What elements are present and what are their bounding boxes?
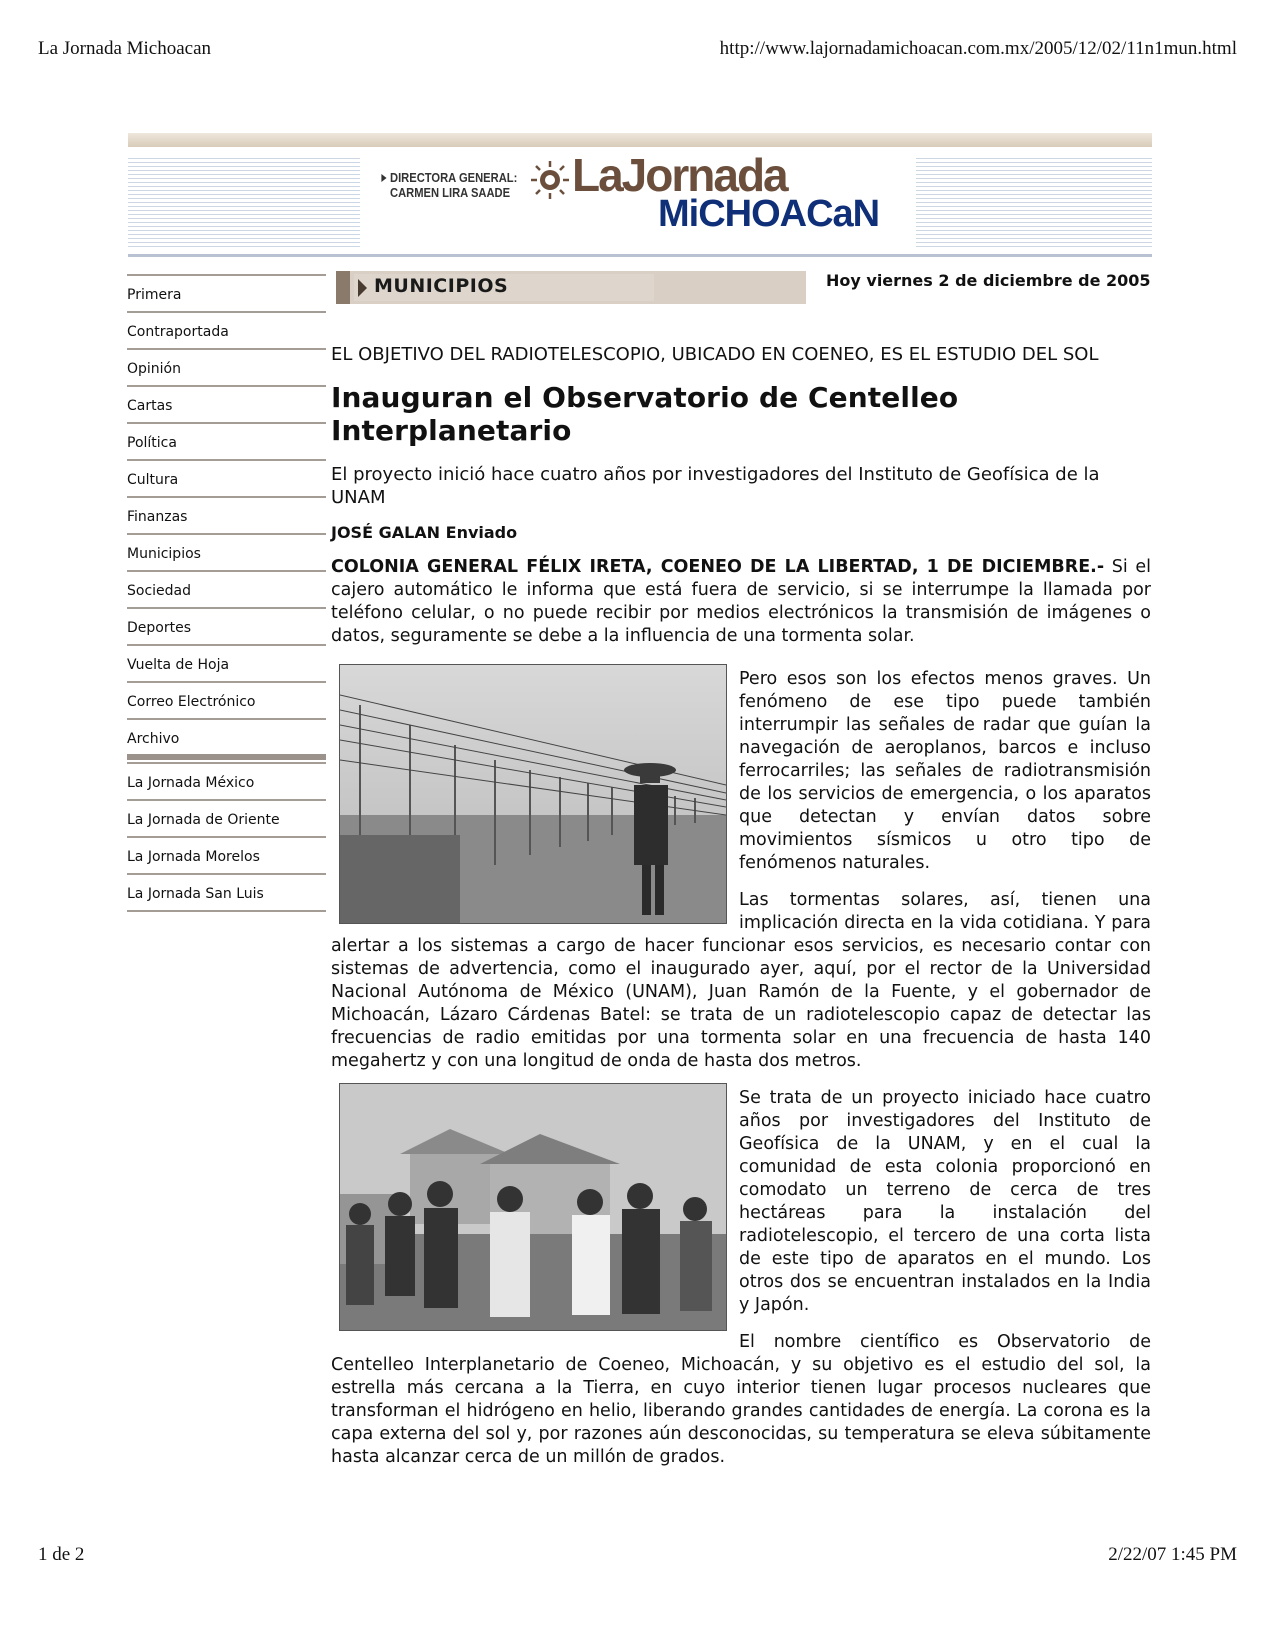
sidebar-item-cartas[interactable] [127,385,326,422]
article-paragraph-1 [331,556,1151,648]
sidebar-item-label: Cultura [127,472,179,488]
sidebar-item-label: La Jornada de Oriente [127,812,280,828]
sidebar-item-label: Primera [127,287,182,303]
sun-logo-icon [529,159,571,201]
directora-line2: CARMEN LIRA SAADE [390,185,511,200]
directora-credit [390,170,517,200]
article-paragraph-1-text: Si el cajero automático le informa que está fuera de servicio, si se interrumpe la llamada por teléfono celular, o no puede recibir por medios electrónicos la transmisión de imágenes o datos, seguramente se debe a la influencia de una tormenta solar. [331,557,1151,646]
sidebar-item-correo-electronico[interactable] [127,681,326,718]
print-header-url: http://www.lajornadamichoacan.com.mx/2005/12/02/11n1mun.html [719,38,1237,59]
directora-arrow-icon [381,174,386,182]
masthead-stripes-left [128,158,360,250]
masthead-top-bar [128,133,1152,147]
sidebar-item-la-jornada-san-luis[interactable] [127,873,326,910]
sidebar-item-politica[interactable] [127,422,326,459]
print-header-title: La Jornada Michoacan [38,38,212,59]
photo-inauguration-group [339,1083,727,1331]
article [331,344,1151,1469]
print-footer-datetime: 2/22/07 1:45 PM [1108,1544,1237,1565]
radiotelescope-photo-image [340,665,726,923]
photo-radiotelescope-field [339,664,727,924]
logo-michoacan: MiCHOACaN [658,193,880,235]
sidebar-item-label: Opinión [127,361,181,377]
print-header [38,38,1237,60]
sidebar-item-label: Deportes [127,620,191,636]
sidebar-item-deportes[interactable] [127,607,326,644]
sidebar-item-municipios[interactable] [127,533,326,570]
sidebar-nav [127,274,326,912]
sidebar-item-label: Contraportada [127,324,229,340]
article-paragraph-4: Se trata de un proyecto iniciado hace cuatro años por investigadores del Instituto de Geofísica de la UNAM, y en el cual la comunidad de esta colonia proporcionó en comodato un terreno de cerca de tres hectáreas para la instalación del radiotelescopio, el tercero de una corta lista de este tipo de aparatos en el mundo. Los otros dos se encuentran instalados en la India y Japón. [739,1088,1151,1315]
article-subhead: El proyecto inició hace cuatro años por investigadores del Instituto de Geofísica de la UNAM [331,464,1100,508]
print-footer [38,1544,1237,1566]
sidebar-item-la-jornada-mexico[interactable] [127,762,326,799]
logo-la-jornada: LaJornada [572,149,787,201]
sidebar-item-label: La Jornada San Luis [127,886,264,902]
sidebar-item-la-jornada-morelos[interactable] [127,836,326,873]
article-dateline: COLONIA GENERAL FÉLIX IRETA, COENEO DE LA LIBERTAD, 1 DE DICIEMBRE.- [331,557,1105,577]
sidebar-sections [127,274,326,755]
sidebar-item-cultura[interactable] [127,459,326,496]
sidebar-item-label: Política [127,435,177,451]
sidebar-item-label: Vuelta de Hoja [127,657,230,673]
article-paragraph-3: Las tormentas solares, así, tienen una implicación directa en la vida cotidiana. Y para alertar a los sistemas a cargo de hacer funcionar esos servicios, es necesario contar con sistemas de advertencia, como el inaugurado ayer, aquí, por el rector de la Universidad Nacional Autónoma de México (UNAM), Juan Ramón de la Fuente, y el gobernador de Michoacán, Lázaro Cárdenas Batel: se trata de un radiotelescopio capaz de detectar las frecuencias de radio emitidas por una tormenta solar en una frecuencia de hasta 140 megahertz y con una longitud de onda de hasta dos metros. [331,890,1151,1071]
sidebar-item-contraportada[interactable] [127,311,326,348]
article-paragraph-2: Pero esos son los efectos menos graves. Un fenómeno de ese tipo puede también interrumpir las señales de radar que guían la navegación de aeroplanos, barcos e incluso ferrocarriles; las señales de radiotransmisión de los servicios de emergencia, o los aparatos que detectan y envían datos sobre movimientos sísmicos u otro tipo de fenómenos naturales. [739,669,1151,873]
article-paragraph-5: El nombre científico es Observatorio de Centelleo Interplanetario de Coeneo, Michoacán, y su objetivo es el estudio del sol, la estrella más cercana a la Tierra, en cuyo interior tienen lugar procesos nucleares que transforman el hidrógeno en helio, liberando grandes cantidades de energía. La corona es la capa externa del sol y, por razones aún desconocidas, su temperatura se eleva súbitamente hasta alcanzar cerca de un millón de grados. [331,1332,1151,1467]
inauguration-photo-image [340,1084,726,1330]
sidebar-item-sociedad[interactable] [127,570,326,607]
masthead-stripes-right [916,158,1152,250]
sidebar-item-finanzas[interactable] [127,496,326,533]
sidebar-item-label: La Jornada Morelos [127,849,260,865]
sidebar-item-label: Archivo [127,731,180,747]
sidebar-item-label: Finanzas [127,509,188,525]
article-kicker: EL OBJETIVO DEL RADIOTELESCOPIO, UBICADO EN COENEO, ES EL ESTUDIO DEL SOL [331,344,1099,365]
sidebar-editions [127,762,326,910]
article-byline: JOSÉ GALAN Enviado [331,523,518,542]
sidebar-item-label: Cartas [127,398,173,414]
sidebar-end-rule [127,910,326,912]
directora-line1: DIRECTORA GENERAL: [390,170,518,185]
masthead [128,150,1152,257]
sidebar-item-primera[interactable] [127,274,326,311]
article-headline: Inauguran el Observatorio de Centelleo Interplanetario [331,381,959,447]
sidebar-separator [127,754,326,760]
sidebar-item-label: Municipios [127,546,201,562]
sidebar-item-label: Sociedad [127,583,192,599]
section-arrow-icon [358,279,367,297]
sidebar-item-archivo[interactable] [127,718,326,755]
section-banner [336,271,806,304]
sidebar-item-vuelta-de-hoja[interactable] [127,644,326,681]
print-footer-page: 1 de 2 [38,1544,85,1565]
sidebar-item-opinion[interactable] [127,348,326,385]
issue-date: Hoy viernes 2 de diciembre de 2005 [826,271,1151,290]
sidebar-item-label: Correo Electrónico [127,694,256,710]
section-banner-label: MUNICIPIOS [374,275,509,297]
sidebar-item-la-jornada-de-oriente[interactable] [127,799,326,836]
sidebar-item-label: La Jornada México [127,775,255,791]
